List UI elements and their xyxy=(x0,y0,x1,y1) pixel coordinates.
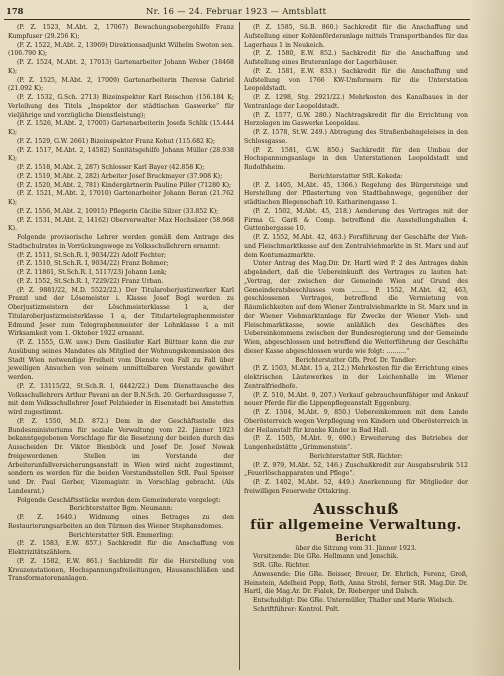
right-entry: Unter Antrag des Mag.Dir. Dr. Hartl wird P. 2 des Antrages dahin abgeändert, daß die Uebereinkunft des Vertrages zu lauten hat: „Vertrag, der zwischen der Gemeinde Wien auf Grund des Gemeinderatsbeschlusses vom ......... P. 1552, M.Abt. 42, 463, geschlossenen Vertrages, betreffend die Vermietung von Räumlichkeiten auf dem Wiener Zentralviehmarkte in St. Marx und in der Wiener Viehmarktanlage für Zwecke der Wiener Vieh- und Fleischmarktkasse, sowie anläßlich des Geschäftes des Uebereinkommens zwischen der Bundesregierung und der Gemeinde Wien, abgeschlossen und betreffend die Weiterführung der Geschäfte dieser Kasse abgeschlossen wurde wie folgt: ..........“ xyxy=(244,260,468,355)
report-title: Bericht xyxy=(335,533,377,544)
clerk-line: Schriftführer: Kontrol. Polt. xyxy=(253,605,340,613)
page-number: 178 xyxy=(6,6,24,16)
left-entry: (P. Z. 1582, E.W. 861.) Sachkredit für die Herstellung von Kreuzenstationen, Hochspannungsfreileitungen, Hausanschläßen und Transformatorenanlagen. xyxy=(8,557,234,583)
right-entry: (P. Z. 979, M.Abt. 52, 146.) Zuschußkredit zur Ausgabsrubrik 512 „Feuerlöschapparaten und Pflege“. xyxy=(244,461,468,478)
right-entry: (P. Z. 1505, M.Abt. 9, 690.) Erweiterung des Betriebes der Lungenheilstätte „Grimmenstein“. xyxy=(244,435,468,451)
right-entry: (P. Z. 1503, M.Abt. 15 a, 212.) Mehrkosten für die Errichtung eines elektrischen Läutewerkes in der Leichenhalle im Wiener Zentralfriedhofe. xyxy=(244,365,468,390)
left-entry: (P. Z. 13115/22, St.Sch.R. I, 6442/22.) Dem Diensttausche des Volksschullehrers Arthur Pavani an der B.N.Sch. 20. Gerhardusgasse 7, mit dem Volksschullehrer Josef Pelzlsieder in Eisenstadt bei Amstetten wird zugestimmt. xyxy=(8,382,234,416)
right-entry: (P. Z. 1502, M.Abt. 45, 218.) Aenderung des Vertrages mit der Firma G. Garß & Comp. betreffend die Ausstellungshallen 4. Guttenbergasse 10. xyxy=(244,207,468,233)
right-entry: (P. Z. 510, M.Abt. 9, 207.) Verkauf gebrauchsunfähiger und Ankauf neuer Pferde für die Lippenpflegeanstalt Eggenburg. xyxy=(244,391,468,408)
right-entry: (P. Z. 1577, G.W. 280.) Nachtragskredit für die Errichtung von Herzolagen im Gaswerke Leopoldau. xyxy=(244,111,468,128)
right-entry: (P. Z. 1402, M.Abt. 52, 449.) Anerkennung für Mitglieder der freiwilligen Feuerwehr Ottakring. xyxy=(244,479,468,495)
left-entry: Folgende provisorische Lehrer werden gemäß dem Antrage des Stadtschulrates in Vorrückungswege zu Volksschullehrern ernannt: xyxy=(8,234,234,250)
secretary-line: StR. GRe. Richter. xyxy=(253,562,310,569)
left-entry: (P. Z. 1526, M.Abt. 2, 17005) Gartenarbeiterin Josefa Schlik (15.444 K); xyxy=(8,120,234,136)
left-entry: (P. Z. 1511, St.Sch.R. I, 9034/22) Adolf Fechter; xyxy=(17,251,167,259)
left-entry: (P. Z. 1517, M.Abt. 2, 14582) Sanitätsgehilfe Johann Müller (28.938 K); xyxy=(8,146,234,163)
left-column xyxy=(8,24,234,584)
left-entry: (P. Z. 1556, M.Abt. 2, 10915) Pflegerin Cäcilie Silzer (33.852 K); xyxy=(17,207,219,215)
left-entry: (P. Z. 1555, G.W. usw.) Dem Gasläufer Karl Büttner kann die zur Ausübung seines Mandates als Mitglied der Wohnungskommission des Stadt Wien notwendige Freiheit vom Dienste von Fall zu Fall über jeweiligen Ansuchen von seinem unmittelbaren Vorstande gewährt werden. xyxy=(8,339,234,381)
right-entry: (P. Z. 1298, Stg. 2921/22.) Mehrkosten des Kanalbaues in der Ventranlage der Leopoldstadt. xyxy=(244,94,468,110)
right-entry: (P. Z. 1581, G.W. 850.) Sachkredit für den Umbau der Hochspannungsanlage in den Unterstationen Leopoldstadt und Rudolfsheim. xyxy=(244,146,468,171)
left-entry: (P. Z. 1525, M.Abt. 2, 17009) Gartenarbeiterin Therese Gabriel (21.092 K); xyxy=(8,76,234,93)
left-entry: (P. Z. 1523, M.Abt. 2, 17067) Bewachungsobergehilfe Franz Kumpfuser (29.256 K); xyxy=(8,24,234,40)
issue-title: Nr. 16 — 24. Februar 1923 — Amtsblatt xyxy=(146,6,327,16)
left-entry: (P. Z. 1522, M.Abt. 2, 13969) Direktionsadjunkt Wilhelm Swoton sen. (106.790 K); xyxy=(8,41,234,58)
right-entry: (P. Z. 1405, M.Abt. 45, 1366.) Regelung des Bürgersteige und Herstellung der Pflastertung von Stadtbahnwege, gegenüber der städtischen Blegenschaft 10. Katharinengasse 1. xyxy=(244,181,468,206)
left-entry: (P. Z. 1583, E.W. 857.) Sachkredit für die Anschaffung von Elektrizitätszählern. xyxy=(8,540,234,556)
header-rule xyxy=(4,19,470,20)
left-entry: (P. Z. 1524, M.Abt. 2, 17013) Gartenarbeiter Johann Weber (18468 K); xyxy=(8,59,234,75)
left-entry: (P. Z. 1552, St.Sch.R. I, 7229/22) Franz Urban. xyxy=(17,277,164,285)
left-entry: (P. Z. 1519, M.Abt. 2, 282) Arbeiter Josef Bruckmayer (37.908 K); xyxy=(17,172,223,180)
left-entry: (P. Z. 1640.) Widmung eines Betrages zu den Restaurierungsarbeiten an den Türmen des Wiener Stephansdomes. xyxy=(8,514,234,530)
chair-line: Vorsitzende: Die GRe. Hellmann und Jenschik. xyxy=(253,553,399,561)
column-divider xyxy=(239,22,240,670)
left-entry: (P. Z. 9881/22, M.D. 5522/22.) Der Titularoberjustizwerker Karl Franzl und der Lösemeister i. Klasse Josef Bogl werden zu Oberjustizmeistern der Löschmeisterklasse 1 a, der Titularoberjustizmeisterklasse 1 a, der Titulartelegraphenmeister Edmund Jeser zum Telegraphenmeister der Lohnklasse 1 a mit Wirksamkeit vom 1. Oktober 1922 ernannt. xyxy=(8,286,234,338)
section-title-line1: Ausschuß xyxy=(313,499,399,518)
page-edge-shadow xyxy=(470,0,504,676)
left-entry: (P. Z. 1529, G.W. 2661) Bizeinspektor Franz Kohut (115.682 K); xyxy=(17,137,216,145)
left-entry: (P. Z. 1518, M.Abt. 2, 287) Schlosser Karl Bayer (42.858 K); xyxy=(17,164,205,171)
left-entry: Berichterstatter StR. Emmerling: xyxy=(68,531,174,539)
right-entry: (P. Z. 1581, E.W. 833.) Sachkredit für die Anschaffung und Aufstellung von 1766 KW-Umformern für die Unterstation Leopoldstadt. xyxy=(244,67,468,93)
right-entry: (P. Z. 1552, M.Abt. 42, 463.) Forsführung der Geschäfte der Vieh- und Fleischmarktkasse auf den Zentralviehmarkte in St. Marx und auf dem Kontumazmarkte. xyxy=(244,234,468,259)
left-entry: Folgende Geschäftsstücke werden dem Gemeinderate vorgelegt: xyxy=(17,496,221,504)
left-entry: (P. Z. 1531, M.Abt. 2, 14162) Oberverwalter Max Hochsäzer (58.968 K). xyxy=(8,216,234,233)
page-header xyxy=(6,6,486,17)
right-entry: (P. Z. 1585, Sü.B. 860.) Sachkredit für die Anschaffung und Aufstellung einer Kohlenförderanlage mittels Transportbandes für das Lagerhaus 1 in Neukeich. xyxy=(244,24,468,49)
left-entry: (P. Z. 1520, M.Abt. 2, 781) Kindergärtnerin Pauline Piller (71280 K); xyxy=(17,181,232,189)
left-entry: (P. Z. 11861, St.Sch.R. I, 5117/23) Johann Lenk; xyxy=(17,269,167,276)
left-entry: (P. Z. 1532, G.Sch. 2713) Bizeinspektor Karl Reischon (156.184 K; Verleihung des Titels „Inspektor der städtischen Gaswerke“ für vieljährige und vorzügliche Dienstleistung); xyxy=(8,94,234,119)
right-column-entries xyxy=(244,24,468,497)
left-entry: (P. Z. 1510, St.Sch.R. I, 9034/22) Franz Bohmer; xyxy=(17,260,169,268)
left-entry: (P. Z. 1550, M.D. 872.) Dem in der Geschäftsstelle des Bundesministeriums für soziale Verwaltung vom 22. Jänner 1923 bekanntgegebenen Vorschlage für die Besetzung der beiden durch das Ausscheiden Dr. Viktor Bienböck und Josef Dr. Josef Nowak freigewordenen Stellen im Vorstande der Arbeiterunfallversicherungsanstalt in Wien wird nicht zugestimmt, sondern es werden für die beiden Vorstandsstellen StR. Paul Speiser und Dr. Paul Gerber, Vizemagistr. in Vorschlag gebracht. (Als Landesrat.) xyxy=(8,417,234,495)
section-title-line2: für allgemeine Verwaltung. xyxy=(250,517,462,533)
right-entry: Berichterstatter StR. Kokeda: xyxy=(309,172,403,180)
present-line: Anwesende: Die GRe. Beisser, Breuer, Dr. Ehrlich, Ferenz, Groß, Heinstein, Adelheid Popp, Roth, Anna Strobl, ferner StR. Mag.Dir. Dr. Hartl, die Mag.Ar. Dr. Fialek, Dr. Rieberger und Dalsch. xyxy=(244,570,468,596)
right-column xyxy=(244,24,468,615)
right-entry: (P. Z. 1580, E.W. 852.) Sachkredit für die Anschaffung und Aufstellung eines Bruteranlage der Lagerhäuser. xyxy=(244,50,468,66)
excused-line: Entschuldigt: Die GRe. Untermüller, Thaller und Marie Wielsch. xyxy=(253,597,455,604)
right-entry: Berichterstatter Gfb. Prof. Dr. Tandler: xyxy=(295,356,417,364)
right-entry: (P. Z. 1504, M.Abt. 9, 850.) Uebereinkommen mit dem Lande Oberösterreich wegen Verpflegung von Kindern und Oberösterreich in der Heilanstalt für kranke Kinder in Bad Hall. xyxy=(244,409,468,434)
session-date: über die Sitzung vom 31. Jänner 1923. xyxy=(295,544,417,552)
right-entry: Berichterstatter StR. Richter: xyxy=(309,452,403,460)
left-entry: (P. Z. 1521, M.Abt. 2, 17010) Gartenarbeiter Johann Beran (21.762 K); xyxy=(8,190,234,206)
left-entry: Berichterstatter Bgm. Neumann: xyxy=(69,505,173,513)
right-entry: (P. Z. 1578, St.W. 249.) Abtragung des Straßenbahngeleises in den Schlossgasse. xyxy=(244,129,468,145)
